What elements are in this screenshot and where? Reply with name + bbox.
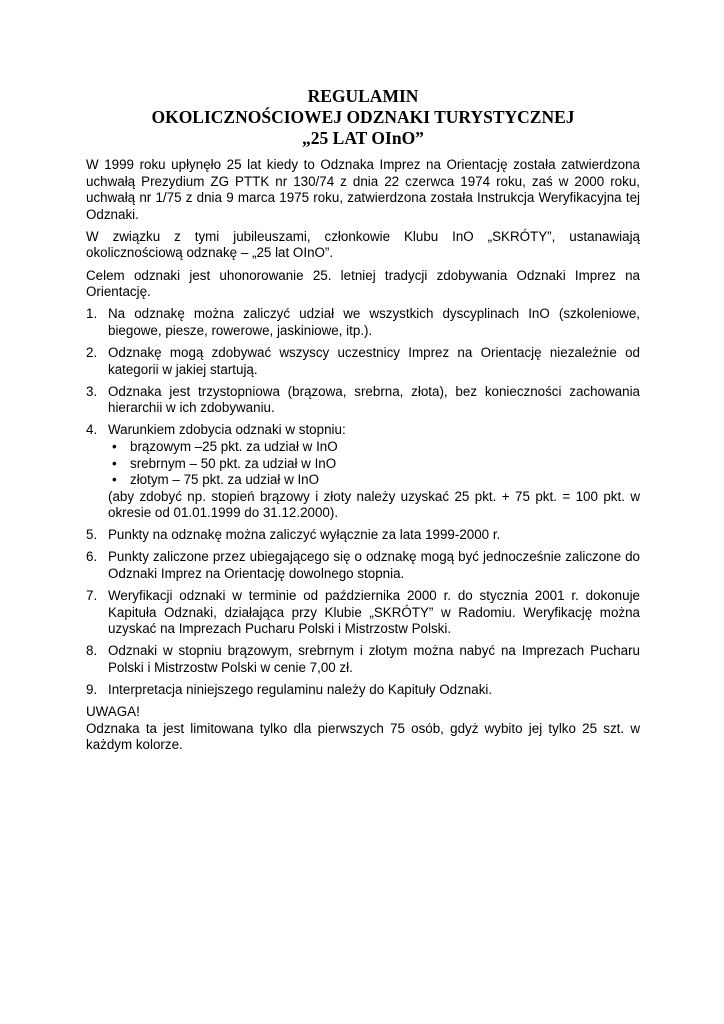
rule-item-8: [86, 643, 640, 676]
rule-number: 1.: [86, 306, 98, 322]
rule-item-9: [86, 682, 640, 699]
bullet-icon: •: [112, 455, 117, 471]
rule-text: Weryfikacji odznaki w terminie od października 2000 r. do stycznia 2001 r. dokonuje Kapituła Odznaki, działająca przy Klubie „SKRÓTY” w Radomiu. Weryfikację można uzyskać na Imprezach Pucharu Polski i Mistrzostw Polski.: [108, 588, 640, 637]
level-silver: [108, 456, 640, 473]
document-page: [86, 86, 640, 760]
intro-paragraph-3: Celem odznaki jest uhonorowanie 25. letniej tradycji zdobywania Odznaki Imprez na Orientację.: [86, 267, 640, 300]
warning-text: Odznaka ta jest limitowana tylko dla pierwszych 75 osób, gdyż wybito jej tylko 25 szt. w każdym kolorze.: [86, 720, 640, 753]
rule-text: Odznakę mogą zdobywać wszyscy uczestnicy Imprez na Orientację niezależnie od kategorii w jakiej startują.: [108, 344, 640, 377]
rule-item-7: [86, 588, 640, 638]
title-line-2: OKOLICZNOŚCIOWEJ ODZNAKI TURYSTYCZNEJ: [151, 107, 575, 127]
rule-text: Warunkiem zdobycia odznaki w stopniu:: [108, 422, 346, 438]
rule-number: 2.: [86, 344, 98, 360]
rule-number: 4.: [86, 422, 98, 438]
rule-item-5: [86, 527, 640, 544]
title-line-3: „25 LAT OInO”: [302, 128, 424, 148]
rule-text: Interpretacja niniejszego regulaminu należy do Kapituły Odznaki.: [108, 682, 493, 698]
bullet-icon: •: [112, 472, 117, 488]
rule-number: 3.: [86, 383, 98, 399]
level-text: brązowym –25 pkt. za udział w InO: [130, 438, 338, 454]
rule-item-1: [86, 306, 640, 339]
rule-text: Na odznakę można zaliczyć udział we wszystkich dyscyplinach InO (szkoleniowe, biegowe, piesze, rowerowe, jaskiniowe, itp.).: [108, 306, 640, 338]
rule-text: Punkty na odznakę można zaliczyć wyłącznie za lata 1999-2000 r.: [108, 527, 501, 543]
rules-list: [86, 306, 640, 698]
rule-text: Odznaki w stopniu brązowym, srebrnym i złotym można nabyć na Imprezach Pucharu Polski i Mistrzostw Polski w cenie 7,00 zł.: [108, 643, 640, 676]
level-text: złotym – 75 pkt. za udział w InO: [130, 472, 320, 488]
bullet-icon: •: [112, 438, 117, 454]
title-line-1: REGULAMIN: [307, 86, 419, 106]
level-text: srebrnym – 50 pkt. za udział w InO: [130, 455, 337, 471]
intro-paragraph-2: W związku z tymi jubileuszami, członkowie Klubu InO „SKRÓTY”, ustanawiają okolicznościową odznakę – „25 lat OInO”.: [86, 228, 640, 261]
rule-number: 7.: [86, 588, 98, 604]
rule-text: Odznaka jest trzystopniowa (brązowa, srebrna, złota), bez konieczności zachowania hierarchii w ich zdobywaniu.: [108, 383, 640, 416]
rule-item-3: [86, 384, 640, 417]
rule-number: 8.: [86, 643, 98, 659]
level-gold: [108, 472, 640, 489]
rule-text: Punkty zaliczone przez ubiegającego się o odznakę mogą być jednocześnie zaliczone do Odznaki Imprez na Orientację dowolnego stopnia.: [108, 549, 640, 582]
warning-heading: UWAGA!: [86, 704, 140, 720]
rule-number: 6.: [86, 549, 98, 565]
rule-number: 9.: [86, 682, 98, 698]
rule-number: 5.: [86, 527, 98, 543]
rule-item-6: [86, 549, 640, 582]
level-bronze: [108, 439, 640, 456]
levels-note: (aby zdobyć np. stopień brązowy i złoty należy uzyskać 25 pkt. + 75 pkt. = 100 pkt. w okresie od 01.01.1999 do 31.12.2000).: [108, 488, 640, 521]
document-title: [86, 86, 640, 149]
document-body: [86, 157, 640, 754]
rule-item-2: [86, 345, 640, 378]
rule-item-4: [86, 422, 640, 522]
levels-list: [108, 439, 640, 489]
intro-paragraph-1: W 1999 roku upłynęło 25 lat kiedy to Odznaka Imprez na Orientację została zatwierdzona uchwałą Prezydium ZG PTTK nr 130/74 z dnia 22 czerwca 1974 roku, zaś w 2000 roku, uchwałą nr 1/75 z dnia 9 marca 1975 roku, zatwierdzona została Instrukcja Weryfikacyjna tej Odznaki.: [86, 157, 640, 222]
